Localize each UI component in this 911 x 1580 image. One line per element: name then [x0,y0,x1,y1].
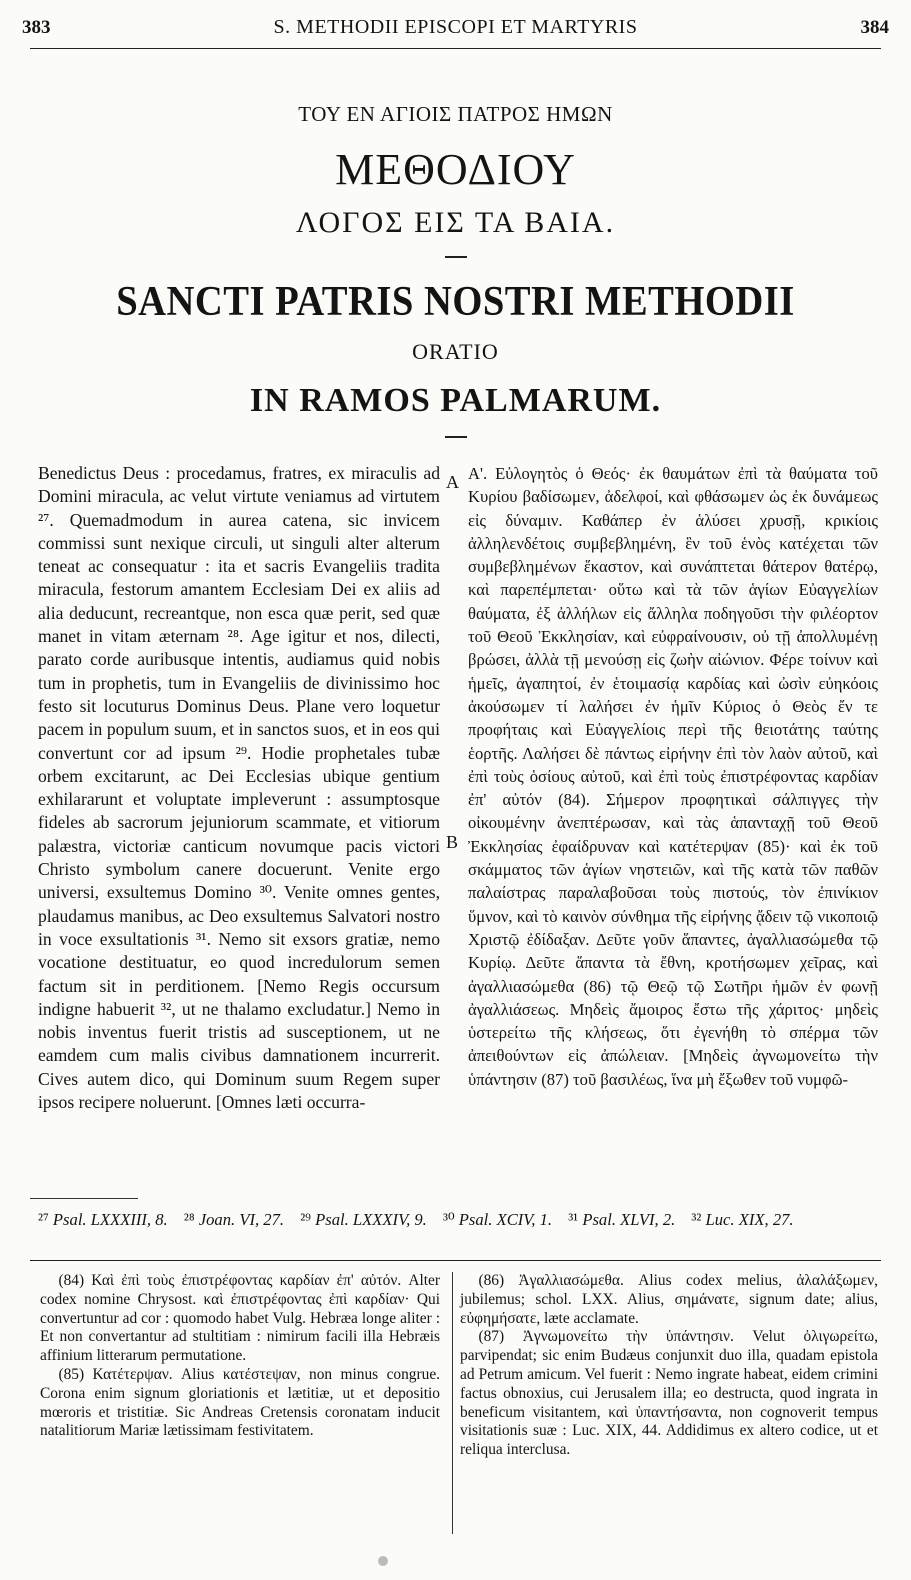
notes-left-column [40,1272,440,1441]
latin-title-line1: SANCTI PATRIS NOSTRI METHODII [116,279,795,325]
latin-title-line2: ORATIO [412,339,499,364]
section-marker-b: B [446,832,459,852]
greek-author-name: ΜΕΘΟΔΙΟΥ [335,145,576,194]
latin-column [38,462,440,1114]
latin-title-line3: IN RAMOS PALMARUM. [249,382,662,419]
notes-column-separator [452,1272,453,1534]
footnote-item: ²⁷ Psal. LXXXIII, 8. [38,1210,168,1229]
scripture-footnotes [38,1209,879,1230]
greek-paragraph: Α'. Εὐλογητὸς ὁ Θεός· ἐκ θαυμάτων ἐπὶ τὰ θαύματα τοῦ Κυρίου βαδίσωμεν, ἀδελφοί, καὶ φθάσωμεν ὡς ἐκ δυνάμεως εἰς δύναμιν. Καθάπερ ἐν ἁλύσει χρυσῇ, κρικίοις ἀλληλενδέτοις συμβεβλημένη, ἓν τοῦ ἑνὸς κατέχεται τῶν συμβεβλημένων ἕκαστον, καὶ συνάπτεται θάτερον θατέρῳ, καὶ παρεπέμπεται· οὕτω καὶ τὰ τῶν ἁγίων Εὐαγγελίων θαύματα, ἐξ ἀλλήλων εἰς ἄλληλα ποδηγοῦσι τὴν φιλέορτον τοῦ Θεοῦ Ἐκκλησίαν, καὶ εὐφραίνουσιν, οὐ τῇ ἀπολλυμένῃ βρώσει, ἀλλὰ τῇ μενούσῃ εἰς ζωὴν αἰώνιον. Φέρε τοίνυν καὶ ἡμεῖς, ἀγαπητοί, ἐν ἑτοιμασίᾳ καρδίας καὶ ὠσὶν εὐηκόοις ἀκούσωμεν τί λαλήσει ἐν ἡμῖν Κύριος ὁ Θεὸς ἔν τε προφήταις καὶ Εὐαγγελίοις περὶ τῆς θειοτάτης ταύτης ἑορτῆς. Λαλήσει δὲ πάντως εἰρήνην ἐπὶ τὸν λαὸν αὐτοῦ, καὶ ἐπὶ τοὺς ὁσίους αὐτοῦ, καὶ ἐπὶ τοὺς ἐπιστρέφοντας καρδίαν ἐπ' αὐτόν (84). Σήμερον προφητικαὶ σάλπιγγες τὴν οἰκουμένην ἀνεπτέρωσαν, καὶ τὰς ἁπανταχῇ τοῦ Θεοῦ Ἐκκλησίας ἐφαίδρυναν καὶ κατέτερψαν (85)· καὶ ἐκ τοῦ σκάμματος τῶν ἁγίων νηστειῶν, καὶ τῆς κατὰ τῶν παθῶν παλαίστρας παραλαβοῦσαι τοὺς πιστούς, τὸν ἐπινίκιον ὕμνον, καὶ τὸ καινὸν σύνθημα τῆς εἰρήνης ᾄδειν τῷ νικοποιῷ Χριστῷ ἐδίδαξαν. Δεῦτε γοῦν ἅπαντες, ἀγαλλιασώμεθα τῷ Κυρίῳ. Δεῦτε ἅπαντα τὰ ἔθνη, κροτήσωμεν χεῖρας, καὶ ἀγαλλιασώμεθα (86) τῷ Θεῷ τῷ Σωτῆρι ἡμῶν ἐν φωνῇ ἀγαλλιάσεως. Μηδεὶς ἄμοιρος ἔστω τῆς χάριτος· μηδεὶς ὑστερείτω τῆς κλήσεως, ὅτι ἐγενήθη τὸ σπέρμα τῶν ἀπειθούντων εἰς ἀπώλειαν. [Μηδεὶς ἀγνωμονείτω τὴν ὑπάντησιν (87) τοῦ βασιλέως, ἵνα μὴ ἔξωθεν τοῦ νυμφῶ- [468,464,878,1089]
running-title: S. METHODII EPISCOPI ET MARTYRIS [273,16,638,38]
footnote-rule [30,1198,138,1199]
footnote-item: ³² Luc. XIX, 27. [691,1210,794,1229]
page-number-left: 383 [22,17,51,38]
running-head [22,14,889,42]
footnote-item: ²⁸ Joan. VI, 27. [183,1210,285,1229]
title-dash-2 [445,436,467,438]
note-87: (87) Ἀγνωμονείτω τὴν ὑπάντησιν. Velut ὀλιγωρείτω, parvipendat; sic enim Budæus conjunxit duo illa, quadam epistola ad Petrum amicum. Vel fuerit : Nemo ingrate habeat, eidem crimini factus obnoxius, cui Jerusalem illa; eo destructa, quod ingrata in beneficum visitantem, καὶ ὑπαντήσαντα, non cognoverit tempus visitationis suæ : Luc. XIX, 44. Addidimus ex altero codice, ut et reliqua interclusa. [460,1328,878,1459]
notes-right-column [460,1272,878,1460]
notes-divider [30,1260,881,1261]
latin-paragraph: Benedictus Deus : procedamus, fratres, ex miraculis ad Domini miracula, ac velut virtute veniamus ad virtutem ²⁷. Quemadmodum in aurea catena, sic invicem commissi sunt nexique circuli, ut singuli alter alterum teneat ac consequatur : ita et sacris Evangeliis tradita miracula, festorum amantem Ecclesiam Dei ex aliis ad alia deducunt, recreantque, non esca quæ perit, sed quæ manet in vitam æternam ²⁸. Age igitur et nos, dilecti, parato corde auribusque intentis, audiamus quid nobis tum in prophetis, tum in Evangeliis de divinissimo hoc festo sit locuturus Dominus Deus. Plane vero loquetur pacem in populum suum, et in sanctos suos, et in eos qui convertunt cor ad ipsum ²⁹. Hodie prophetales tubæ orbem excitarunt, ac Dei Ecclesias ubique gentium exhilararunt et voluptate impleverunt : assumptosque fideles ab sacrorum jejuniorum scammate, et vitiorum palæstra, victoriæ canticum novumque pacis victori Christo symbolum canere docuerunt. Venite ergo universi, exsultemus Domino ³⁰. Venite omnes gentes, plaudamus manibus, ac Deo exsultemus Salvatori nostro in voce exsultationis ³¹. Nemo sit exsors gratiæ, nemo vocatione destituatur, eo quod incredulorum semen factum sit in perditionem. [Nemo Regis occursum indigne habuerit ³², ut ne thalamo excludatur.] Nemo in nobis inventus fuerit tristis ad susceptionem, ut ne eamdem cum malis civibus damnationem incurrerit. Cives autem dico, qui Dominum suum Regem super ipsos recipere noluerunt. [Omnes læti occurra- [38,463,440,1113]
footnote-item: ²⁹ Psal. LXXXIV, 9. [300,1210,427,1229]
footnote-item: ³¹ Psal. XLVI, 2. [568,1210,676,1229]
greek-title-line1: ΤΟΥ ΕΝ ΑΓΙΟΙΣ ΠΑΤΡΟΣ ΗΜΩΝ [298,102,613,126]
page-number-right: 384 [860,17,889,38]
note-85: (85) Κατέτερψαν. Alius κατέστεψαν, non minus congrue. Corona enim signum gloriationis et lætitiæ, ut et depositio mœroris et tristitiæ. Sic Andreas Cretensis coronatam inducit natalitiorum Mariæ lætissimam festivitatem. [40,1365,440,1440]
footnote-item: ³⁰ Psal. XCIV, 1. [442,1210,553,1229]
section-marker-a: A [446,472,459,492]
greek-column [468,462,878,1091]
title-block [0,100,911,438]
header-rule [30,48,881,49]
scan-speck [378,1556,388,1566]
note-86: (86) Ἀγαλλιασώμεθα. Alius codex melius, ἀλαλάξωμεν, jubilemus; schol. LXX. Alius, σημάνατε, signum date; alius, εὐφημήσατε, læte acclamate. [460,1272,878,1327]
title-dash [445,256,467,258]
note-84: (84) Καὶ ἐπὶ τοὺς ἐπιστρέφοντας καρδίαν ἐπ' αὐτόν. Alter codex nomine Chrysost. καὶ ἐπιστρέφοντας ἐπὶ καρδίαν· Qui convertuntur ad cor : quomodo habet Vulg. Hebræa longe aliter : Et non convertantur ad stultitiam : nimirum facili illa Hebræis affinium litterarum permutatione. [40,1272,440,1365]
greek-title-line3: ΛΟΓΟΣ ΕΙΣ ΤΑ ΒΑΙΑ. [295,206,616,239]
